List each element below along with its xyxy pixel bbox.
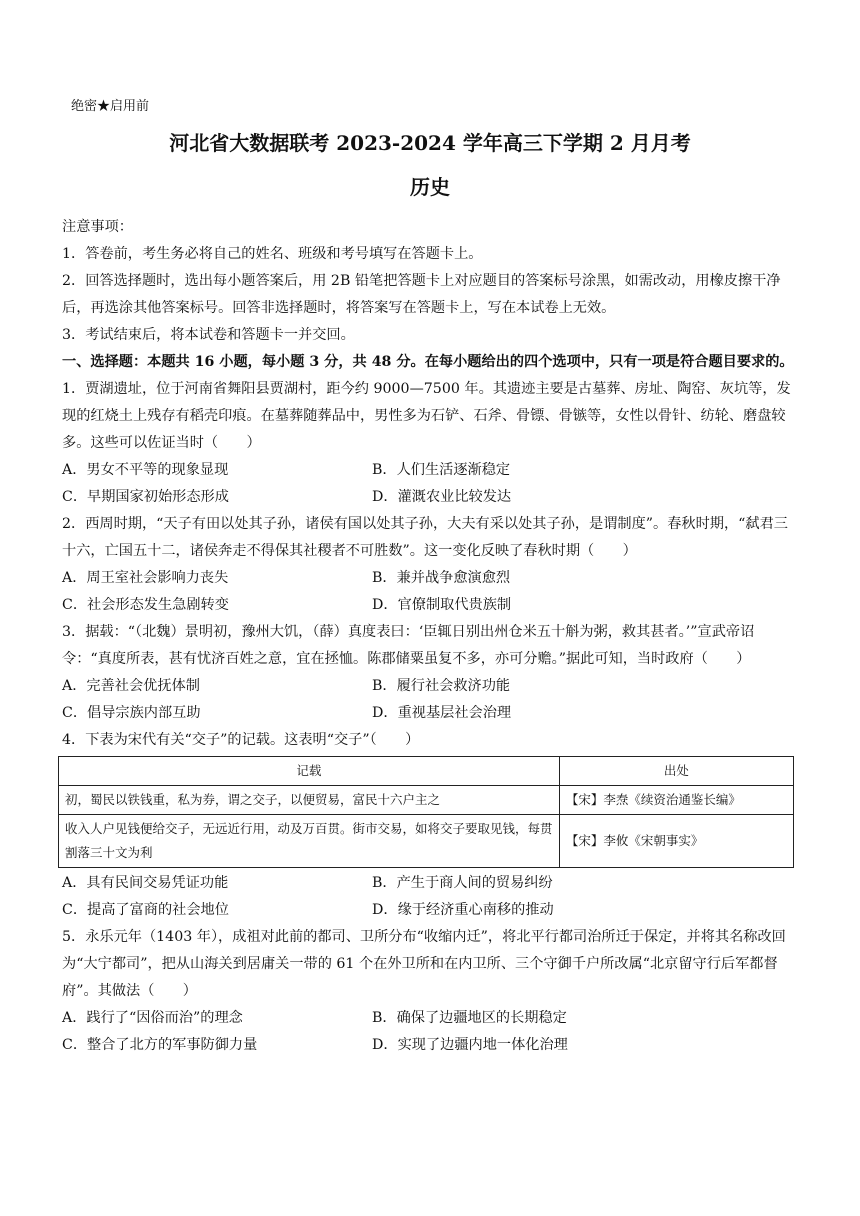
notes-heading: 注意事项： [62,219,133,235]
option: D．官僚制取代贵族制 [372,597,512,613]
question-options [62,1005,802,1059]
confidential-mark: 绝密★启用前 [71,99,150,114]
question-options [62,870,802,924]
question-options [62,565,802,619]
option: C．早期国家初始形态形成 [62,489,229,505]
table-header-row [59,757,794,786]
option: D．实现了边疆内地一体化治理 [372,1037,568,1053]
option: C．社会形态发生急剧转变 [62,597,229,613]
question-stem: 4．下表为宋代有关“交子”的记载。这表明“交子”（ ） [62,732,420,748]
option: A．践行了“因俗而治”的理念 [62,1010,243,1026]
note-item: 1．答卷前，考生务必将自己的姓名、班级和考号填写在答题卡上。 [62,246,483,262]
option: D．灌溉农业比较发达 [372,489,512,505]
subject-title: 历史 [410,175,450,199]
exam-title: 河北省大数据联考 2023-2024 学年高三下学期 2 月月考 [169,131,691,155]
table-cell: 收入人户见钱便给交子，无远近行用，动及万百贯。街市交易，如将交子要取见钱，每贯割落三十文为利 [59,815,560,868]
option: C．整合了北方的军事防御力量 [62,1037,258,1053]
option: A．周王室社会影响力丧失 [62,570,229,586]
option: C．提高了富商的社会地位 [62,902,229,918]
note-item: 2．回答选择题时，选出每小题答案后，用 2B 铅笔把答题卡上对应题目的答案标号涂黑，如需改动，用橡皮擦干净后，再选涂其他答案标号。回答非选择题时，将答案写在答题卡上，写在本试卷上无效。 [62,273,781,316]
option: B．兼并战争愈演愈烈 [372,570,511,586]
option: A．具有民间交易凭证功能 [62,875,229,891]
table-header-cell: 记载 [59,757,560,786]
section-heading: 一、选择题：本题共 16 小题，每小题 3 分，共 48 分。在每小题给出的四个选项中，只有一项是符合题目要求的。 [62,354,794,370]
records-table [58,756,794,868]
table-row [59,815,794,868]
option: B．产生于商人间的贸易纠纷 [372,875,553,891]
option: D．缘于经济重心南移的推动 [372,902,554,918]
table-cell: 【宋】李攸《宋朝事实》 [559,815,793,868]
table-cell: 初，蜀民以铁钱重，私为券，谓之交子，以便贸易，富民十六户主之 [59,786,560,815]
question-stem: 2．西周时期，“天子有田以处其子孙，诸侯有国以处其子孙，大夫有采以处其子孙，是谓制度”。春秋时期，“弑君三十六，亡国五十二，诸侯奔走不得保其社稷者不可胜数”。这一变化反映了春秋时期（ ） [62,516,788,559]
option: B．人们生活逐渐稳定 [372,462,511,478]
question-stem: 1．贾湖遗址，位于河南省舞阳县贾湖村，距今约 9000—7500 年。其遗迹主要是古墓葬、房址、陶窑、灰坑等，发现的红烧土上残存有稻壳印痕。在墓葬随葬品中，男性多为石铲、石斧、骨镖、骨镞等，女性以骨针、纺轮、磨盘较多。这些可以佐证当时（ ） [62,381,791,451]
note-item: 3．考试结束后，将本试卷和答题卡一并交回。 [62,327,355,343]
option: C．倡导宗族内部互助 [62,705,201,721]
question-options [62,673,802,727]
question-stem: 3．据载：“（北魏）景明初，豫州大饥，（薛）真度表曰：‘臣辄日别出州仓米五十斛为粥，救其甚者。’”宣武帝诏令：“真度所表，甚有忧济百姓之意，宜在拯恤。陈郡储粟虽复不多，亦可分赡。”据此可知，当时政府（ ） [62,624,755,667]
option: B．确保了边疆地区的长期稳定 [372,1010,567,1026]
table-header-cell: 出处 [559,757,793,786]
question-stem: 5．永乐元年（1403 年），成祖对此前的都司、卫所分布“收缩内迁”，将北平行都司治所迁于保定，并将其名称改回为“大宁都司”，把从山海关到居庸关一带的 61 个在外卫所和在内卫所、三个守御千户所改属“北京留守行后军都督府”。其做法（ ） [62,929,786,999]
option: B．履行社会救济功能 [372,678,511,694]
exam-body [62,214,802,1059]
question-options [62,457,802,511]
option: A．完善社会优抚体制 [62,678,200,694]
table-row [59,786,794,815]
option: A．男女不平等的现象显现 [62,462,229,478]
table-cell: 【宋】李焘《续资治通鉴长编》 [559,786,793,815]
option: D．重视基层社会治理 [372,705,512,721]
